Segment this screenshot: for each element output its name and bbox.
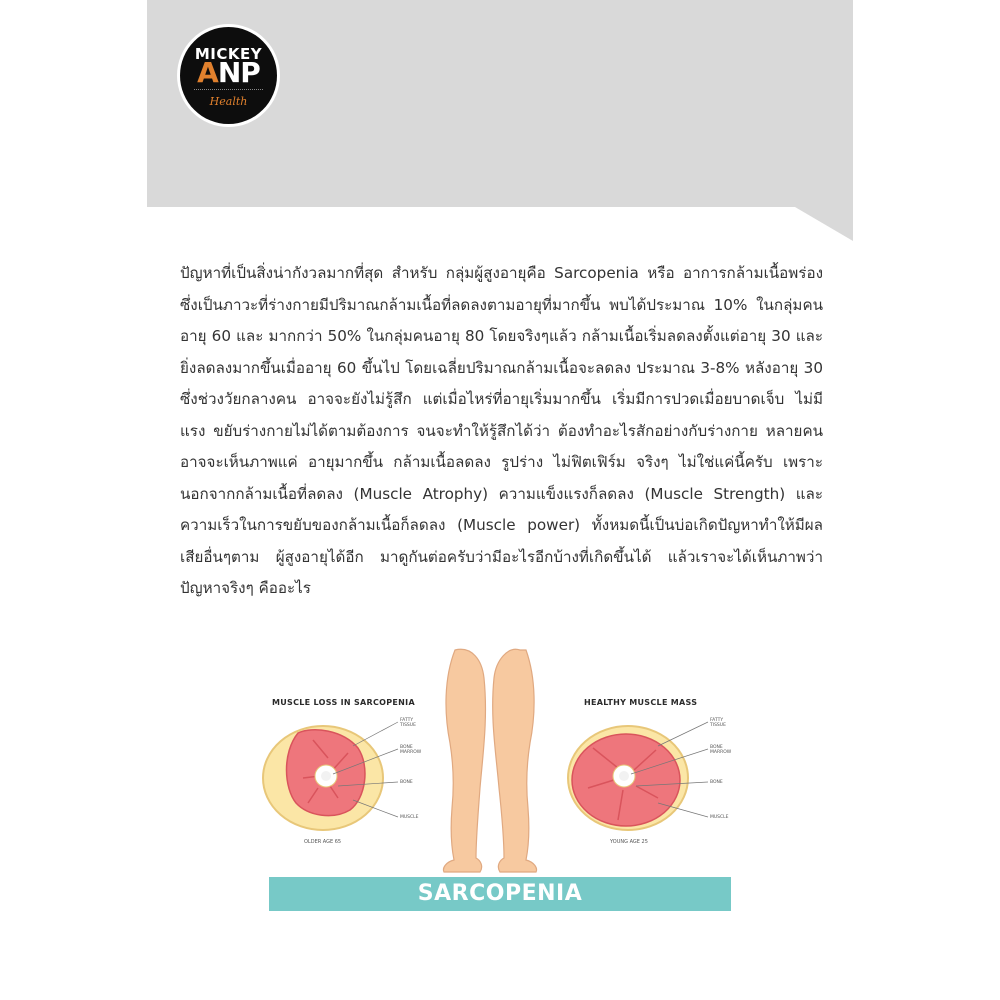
right-title: HEALTHY MUSCLE MASS — [584, 698, 698, 707]
left-label-bone-marrow: BONE MARROW — [400, 745, 422, 755]
logo-line1: MICKEY — [194, 45, 263, 63]
logo-letter-a: A — [197, 56, 218, 89]
banner-text: SARCOPENIA — [417, 881, 583, 906]
sarcopenia-banner — [269, 877, 731, 911]
left-caption: OLDER AGE 65 — [304, 839, 342, 845]
brand-logo — [180, 27, 277, 124]
logo-line3: Health — [209, 95, 248, 108]
right-label-muscle: MUSCLE — [710, 815, 729, 820]
logo-line2 — [180, 56, 277, 89]
article-paragraph: ปัญหาที่เป็นสิ่งน่ากังวลมากที่สุด สำหรับ กลุ่มผู้สูงอายุคือ Sarcopenia หรือ อาการกล้ามเนื้อพร่อง ซึ่งเป็นภาวะที่ร่างกายมีปริมาณกล้ามเนื้อที่ลดลงตามอายุที่มากขึ้น พบได้ประมาณ 10% ในกลุ่มคนอายุ 60 และ มากกว่า 50% ในกลุ่มคนอายุ 80 โดยจริงๆแล้ว กล้ามเนื้อเริ่มลดลงตั้งแต่อายุ 30 และยิ่งลดลงมากขึ้นเมื่ออายุ 60 ขึ้นไป โดยเฉลี่ยปริมาณกล้ามเนื้อจะลดลง ประมาณ 3-8% หลังอายุ 30 ซึ่งช่วงวัยกลางคน อาจจะยังไม่รู้สึก แต่เมื่อไหร่ที่อายุเริ่มมากขึ้น เริ่มมีการปวดเมื่อยบาดเจ็บ ไม่มีแรง ขยับร่างกายไม่ได้ตามต้องการ จนจะทำให้รู้สึกได้ว่า ต้องทำอะไรสักอย่างกับร่างกาย หลายคนอาจจะเห็นภาพแค่ อายุมากขึ้น กล้ามเนื้อลดลง รูปร่าง ไม่ฟิตเฟิร์ม จริงๆ ไม่ใช่แค่นี้ครับ เพราะนอกจากกล้ามเนื้อที่ลดลง (Muscle Atrophy) ความแข็งแรงก็ลดลง (Muscle Strength) และ ความเร็วในการขยับของกล้ามเนื้อก็ลดลง (Muscle power) ทั้งหมดนี้เป็นบ่อเกิดปัญหาทำให้มีผลเสียอื่นๆตาม ผู้สูงอายุได้อีก มาดูกันต่อครับว่ามีอะไรอีกบ้างที่เกิดขึ้นได้ แล้วเราจะได้เห็นภาพว่าปัญหาจริงๆ คืออะไร — [180, 264, 823, 597]
right-cross-section — [568, 726, 688, 830]
legs-illustration — [443, 649, 536, 872]
right-label-bone-marrow: BONE MARROW — [710, 745, 732, 755]
folded-corner — [0, 0, 1000, 260]
figure-illustration — [258, 638, 742, 918]
right-label-bone: BONE — [710, 780, 723, 785]
left-cross-section — [263, 726, 383, 830]
logo-letters-np: NP — [217, 56, 260, 89]
logo-tagline-rule — [194, 89, 263, 92]
right-caption: YOUNG AGE 25 — [610, 839, 648, 845]
left-title: MUSCLE LOSS IN SARCOPENIA — [272, 698, 415, 707]
left-label-muscle: MUSCLE — [400, 815, 419, 820]
left-label-bone: BONE — [400, 780, 413, 785]
right-label-fatty-tissue: FATTY TISSUE — [710, 718, 726, 728]
sarcopenia-figure — [258, 638, 742, 918]
left-label-fatty-tissue: FATTY TISSUE — [400, 718, 416, 728]
